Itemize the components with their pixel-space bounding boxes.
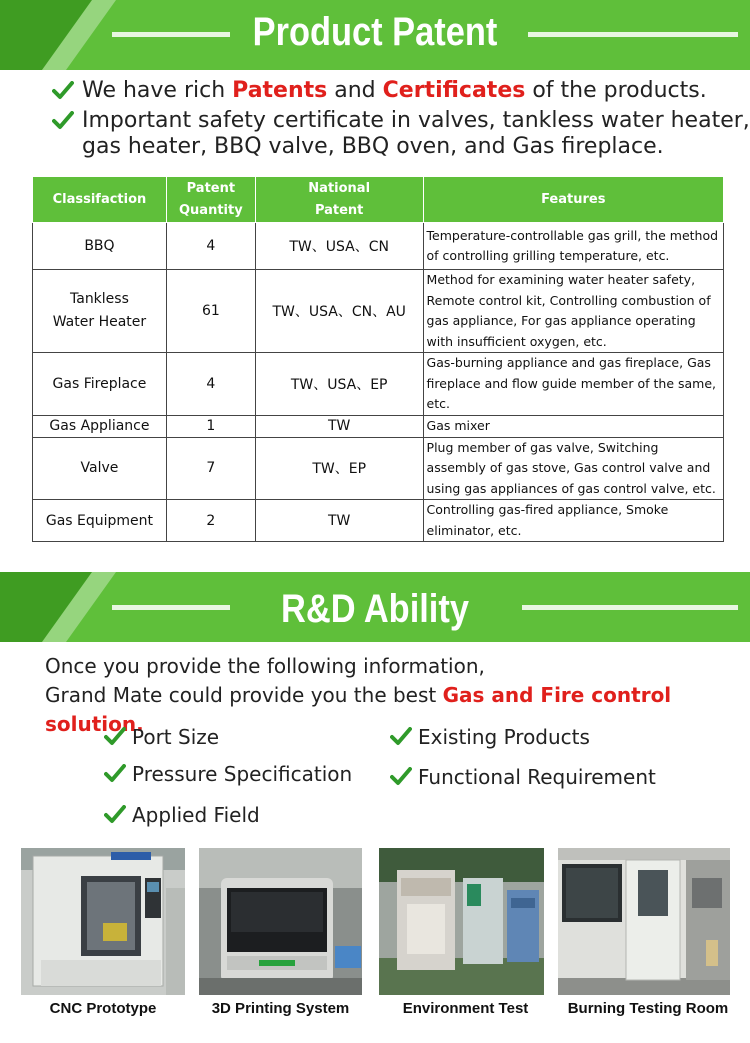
photo-caption: 3D Printing System — [211, 1000, 350, 1017]
banner-title: R&D Ability — [281, 587, 469, 631]
cell-features: Method for examining water heater safety, Remote control kit, Controlling combustion of gas appliance, For gas appliance operating with insufficient oxygen, etc. — [423, 270, 723, 353]
cell-national: TW、USA、CN — [255, 223, 423, 270]
photo-caption: Environment Test — [402, 1000, 529, 1017]
cell-quantity: 4 — [166, 223, 255, 270]
highlight-patents: Patents — [232, 78, 328, 103]
bullet-line: Important safety certificate in valves, tankless water heater, — [82, 108, 750, 133]
table-row — [33, 500, 724, 542]
burning-testing-room-photo — [558, 848, 730, 995]
bullet-item — [52, 108, 750, 160]
intro-line: Once you provide the following information, — [45, 654, 485, 678]
cell-classification — [33, 223, 167, 270]
rd-item-label: Port Size — [132, 725, 220, 749]
rd-item-label: Existing Products — [418, 725, 590, 749]
cnc-prototype-photo — [21, 848, 185, 995]
cell-quantity: 2 — [166, 500, 255, 542]
cell-quantity: 1 — [166, 415, 255, 437]
cell-national: TW — [255, 500, 423, 542]
check-icon — [52, 81, 74, 101]
photo-caption: CNC Prototype — [49, 1000, 157, 1017]
cell-text: BBQ — [84, 238, 115, 254]
table-header-row — [33, 177, 724, 223]
header-classification: Classifaction — [33, 177, 167, 223]
check-icon — [52, 111, 74, 131]
cell-quantity: 4 — [166, 353, 255, 416]
banner-title: Product Patent — [252, 10, 498, 54]
table-row — [33, 437, 724, 500]
cell-text: Tankless — [70, 291, 129, 307]
cell-features: Controlling gas-fired appliance, Smoke eliminator, etc. — [423, 500, 723, 542]
rd-item-label: Functional Requirement — [418, 765, 656, 789]
header-line: Patent — [314, 202, 364, 218]
product-patent-banner — [0, 0, 750, 70]
check-icon — [104, 764, 126, 784]
cell-classification: Gas Equipment — [33, 500, 167, 542]
cell-classification: Valve — [33, 437, 167, 500]
rd-item — [104, 803, 260, 827]
cell-quantity: 7 — [166, 437, 255, 500]
cell-features: Gas-burning appliance and gas fireplace, Gas fireplace and flow guide member of the same, etc. — [423, 353, 723, 416]
cell-classification — [33, 270, 167, 353]
cell-national: TW — [255, 415, 423, 437]
bullet-line: gas heater, BBQ valve, BBQ oven, and Gas fireplace. — [82, 134, 664, 159]
header-line: Patent — [186, 180, 236, 196]
intro-highlight: Gas and Fire control solution. — [45, 683, 672, 736]
cell-features: Temperature-controllable gas grill, the method of controlling grilling temperature, etc. — [423, 223, 723, 270]
header-line: Quantity — [179, 202, 243, 218]
table-row — [33, 415, 724, 437]
rd-item — [104, 725, 219, 749]
rd-item-label: Pressure Specification — [132, 762, 353, 786]
rd-ability-banner — [0, 572, 750, 642]
rd-item — [104, 762, 352, 786]
patent-table — [32, 176, 724, 542]
cell-classification: Gas Appliance — [33, 415, 167, 437]
header-line: National — [308, 180, 371, 196]
bullet-text: We have rich — [82, 78, 233, 103]
cell-national: TW、EP — [255, 437, 423, 500]
rd-item — [390, 725, 590, 749]
bullet-text: of the products. — [525, 78, 707, 103]
check-icon — [390, 727, 412, 747]
cell-classification: Gas Fireplace — [33, 353, 167, 416]
check-icon — [104, 805, 126, 825]
header-national — [255, 177, 423, 223]
cell-features: Plug member of gas valve, Switching assembly of gas stove, Gas control valve and using gas appliances of gas control valve, etc. — [423, 437, 723, 500]
cell-national: TW、USA、CN、AU — [255, 270, 423, 353]
check-icon — [104, 727, 126, 747]
table-row — [33, 353, 724, 416]
table-row — [33, 223, 724, 270]
bullet-item — [52, 78, 750, 104]
patent-bullets — [52, 78, 750, 160]
table-row — [33, 270, 724, 353]
rd-item-label: Applied Field — [132, 803, 260, 827]
check-icon — [390, 767, 412, 787]
3d-printing-photo — [199, 848, 362, 995]
environment-test-photo — [379, 848, 544, 995]
cell-text: Water Heater — [52, 314, 147, 330]
header-quantity — [166, 177, 255, 223]
photo-caption: Burning Testing Room — [567, 1000, 729, 1017]
header-features: Features — [423, 177, 723, 223]
cell-features: Gas mixer — [423, 415, 723, 437]
intro-text: Grand Mate could provide you the best — [45, 683, 443, 707]
rd-item — [390, 765, 656, 789]
cell-quantity: 61 — [166, 270, 255, 353]
bullet-text: and — [327, 78, 383, 103]
cell-national: TW、USA、EP — [255, 353, 423, 416]
highlight-certificates: Certificates — [382, 78, 526, 103]
